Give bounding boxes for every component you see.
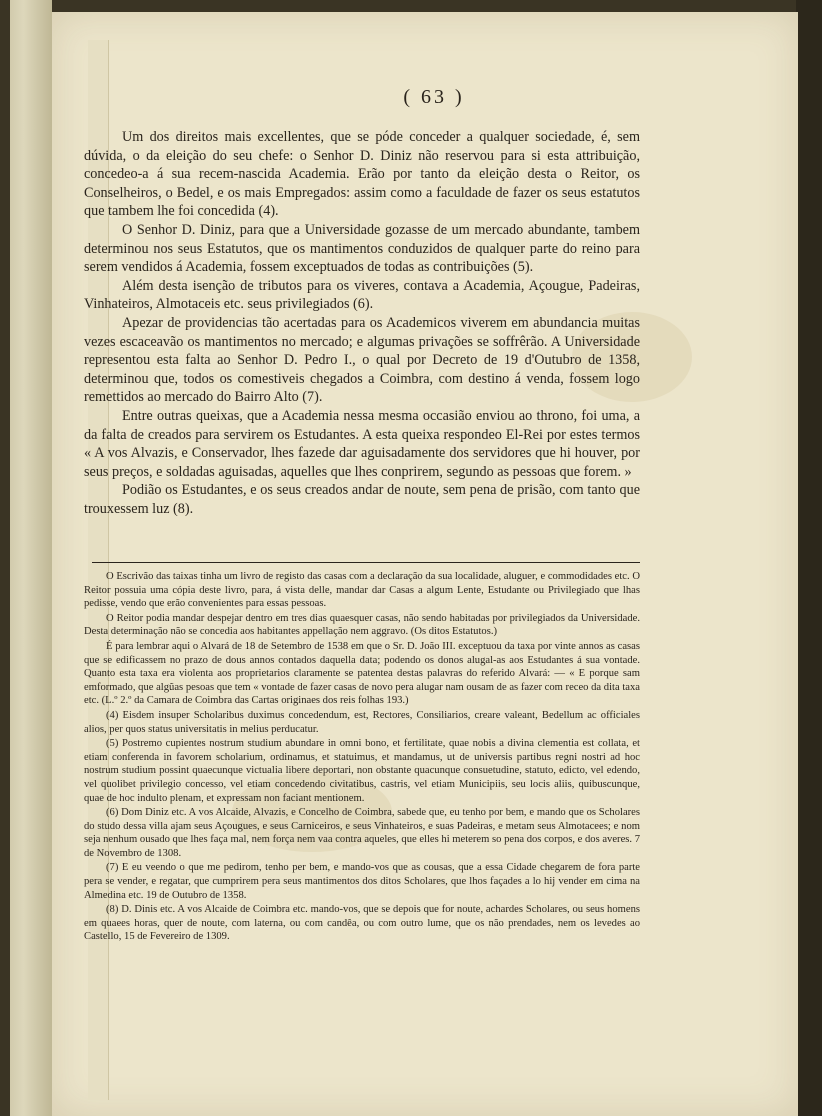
spine-shadow [0, 0, 10, 1116]
footnote-divider [92, 562, 640, 563]
footnote: (8) D. Dinis etc. A vos Alcaide de Coimbra etc. mando-vos, que se depois que for noute, achardes Scholares, ou seus homens em quaees horas, quer de noute, com laterna, ou com candêa, ou com outro lume, que os não prendades, nem os levedes ao Castello, 15 de Fevereiro de 1309. [84, 904, 640, 943]
footnote: É para lembrar aqui o Alvará de 18 de Setembro de 1538 em que o Sr. D. João III. exceptuou da taxa por vinte annos as casas que se edificassem no prazo de dous annos contados daquella data; podendo os donos alugal-as aos Estudantes á sua vontade. Quanto esta taxa era violenta aos proprietarios claramente se patentea destas palavras do referido Alvará: — « E porque sam emformado, que algũas pesoas que tem « vontade de fazer casas de novo pera alugar nam ousam de as fazer com receo da dita taxa etc. (L.º 2.º da Camara de Coimbra das Cartas originaes dos reis folhas 193.) [84, 640, 640, 707]
paragraph: Apezar de providencias tão acertadas para os Academicos viverem em abundancia muitas vezes escaceavão os mantimentos no mercado; e algumas privações se soffrêrão. A Universidade representou esta falta ao Senhor D. Pedro I., o qual por Decreto de 19 d'Outubro de 1358, determinou que, todos os comestiveis chegados a Coimbra, com destino á venda, fossem logo remettidos ao mercado do Bairro Alto (7). [84, 314, 640, 406]
body-text [84, 128, 640, 518]
paragraph: O Senhor D. Diniz, para que a Universidade gozasse de um mercado abundante, tambem determinou nos seus Estatutos, que os mantimentos conduzidos de qualquer parte do reino para serem vendidos á Academia, fossem exceptuados de todas as contribuições (5). [84, 221, 640, 276]
footnote: (5) Postremo cupientes nostrum studium abundare in omni bono, et fertilitate, quae nobis a divina clementia est collata, et etiam conferenda in favorem scholarium, ordinamus, et statuimus, et mandamus, ut de universis partibus regni nostri ad hoc nostrum studium possint quaecunque victualia libere deportari, non obstante quacunque consuetudine, statuto, edicto, vel edendo, vel quolibet privilegio concesso, vel etiam concedendo civitatibus, castris, vel etiam Municipiis, seu locis aliis, quibuscunque, quae de hoc indulto plenam, et expressam non faciant mentionem. [84, 738, 640, 804]
footnote: O Escrivão das taixas tinha um livro de registo das casas com a declaração da sua localidade, aluguer, e commodidades etc. O Reitor possuia uma cópia deste livro, para, á vista delle, mandar dar Casas a algum Lente, Estudante ou Privilegiado que lhas pedisse, vendo que erão convenientes para essas pessoas. [84, 571, 640, 610]
paragraph: Além desta isenção de tributos para os viveres, contava a Academia, Açougue, Padeiras, Vinhateiros, Almotaceis etc. seus privilegiados (6). [84, 277, 640, 313]
paragraph: Podião os Estudantes, e os seus creados andar de noute, sem pena de prisão, com tanto que trouxessem luz (8). [84, 482, 640, 517]
scan-background [796, 0, 822, 1116]
page-number: ( 63 ) [403, 86, 465, 108]
footnote: (7) E eu veendo o que me pedirom, tenho per bem, e mando-vos que as cousas, que a essa Cidade chegarem de fora parte pera se vender, e regatar, que cumprirem pera seus mantimentos dos ditos Scholares, que lhos façades a lo hij vender em cima na Almedina etc. 19 de Outubro de 1358. [84, 862, 640, 901]
footnote: (4) Eisdem insuper Scholaribus duximus concedendum, est, Rectores, Consiliarios, creare valeant, Bedellum ac officiales alios, per quos status universitatis in melius perducatur. [84, 709, 640, 735]
footnotes [84, 570, 640, 945]
footnote: (6) Dom Diniz etc. A vos Alcaide, Alvazis, e Concelho de Coimbra, sabede que, eu tenho por bem, e mando que os Scholares do studo dessa villa ajam seus Açougues, e seus Carniceiros, e seus Vinhateiros, e suas Padeiras, e metam seus Almotacees; e nom seja nenhum ousado que lhes faça mal, nem força nem vaa contra aqueles, que elles hi meterem so pena dos corpos, e dos averes. 7 de Novembro de 1308. [84, 807, 640, 859]
footnote: O Reitor podia mandar despejar dentro em tres dias quaesquer casas, não sendo habitadas por privilegiados da Universidade. Desta determinação não se concedia aos habitantes appellação nem aggravo. (Os ditos Estatutos.) [84, 612, 640, 638]
paragraph: Entre outras queixas, que a Academia nessa mesma occasião enviou ao throno, foi uma, a da falta de creados para servirem os Estudantes. A esta queixa respondeo El-Rei por estes termos « A vos Alvazis, e Conservador, lhes fazede dar aguisadamente dos servidores que hi houver, por seus preços, e soldadas aguisadas, aquelles que lhes conprirem, segundo as pessoas que forem. » [84, 407, 640, 480]
paragraph: Um dos direitos mais excellentes, que se póde conceder a qualquer sociedade, é, sem dúvida, o da eleição do seu chefe: o Senhor D. Diniz não reservou para si esta attribuição, concedeo-a á sua recem-nascida Academia. Erão por tanto da eleição desta o Reitor, os Conselheiros, o Bedel, e os mais Empregados: assim como a faculdade de fazer os seus estatutos que tambem lhe foi concedida (4). [84, 129, 640, 220]
